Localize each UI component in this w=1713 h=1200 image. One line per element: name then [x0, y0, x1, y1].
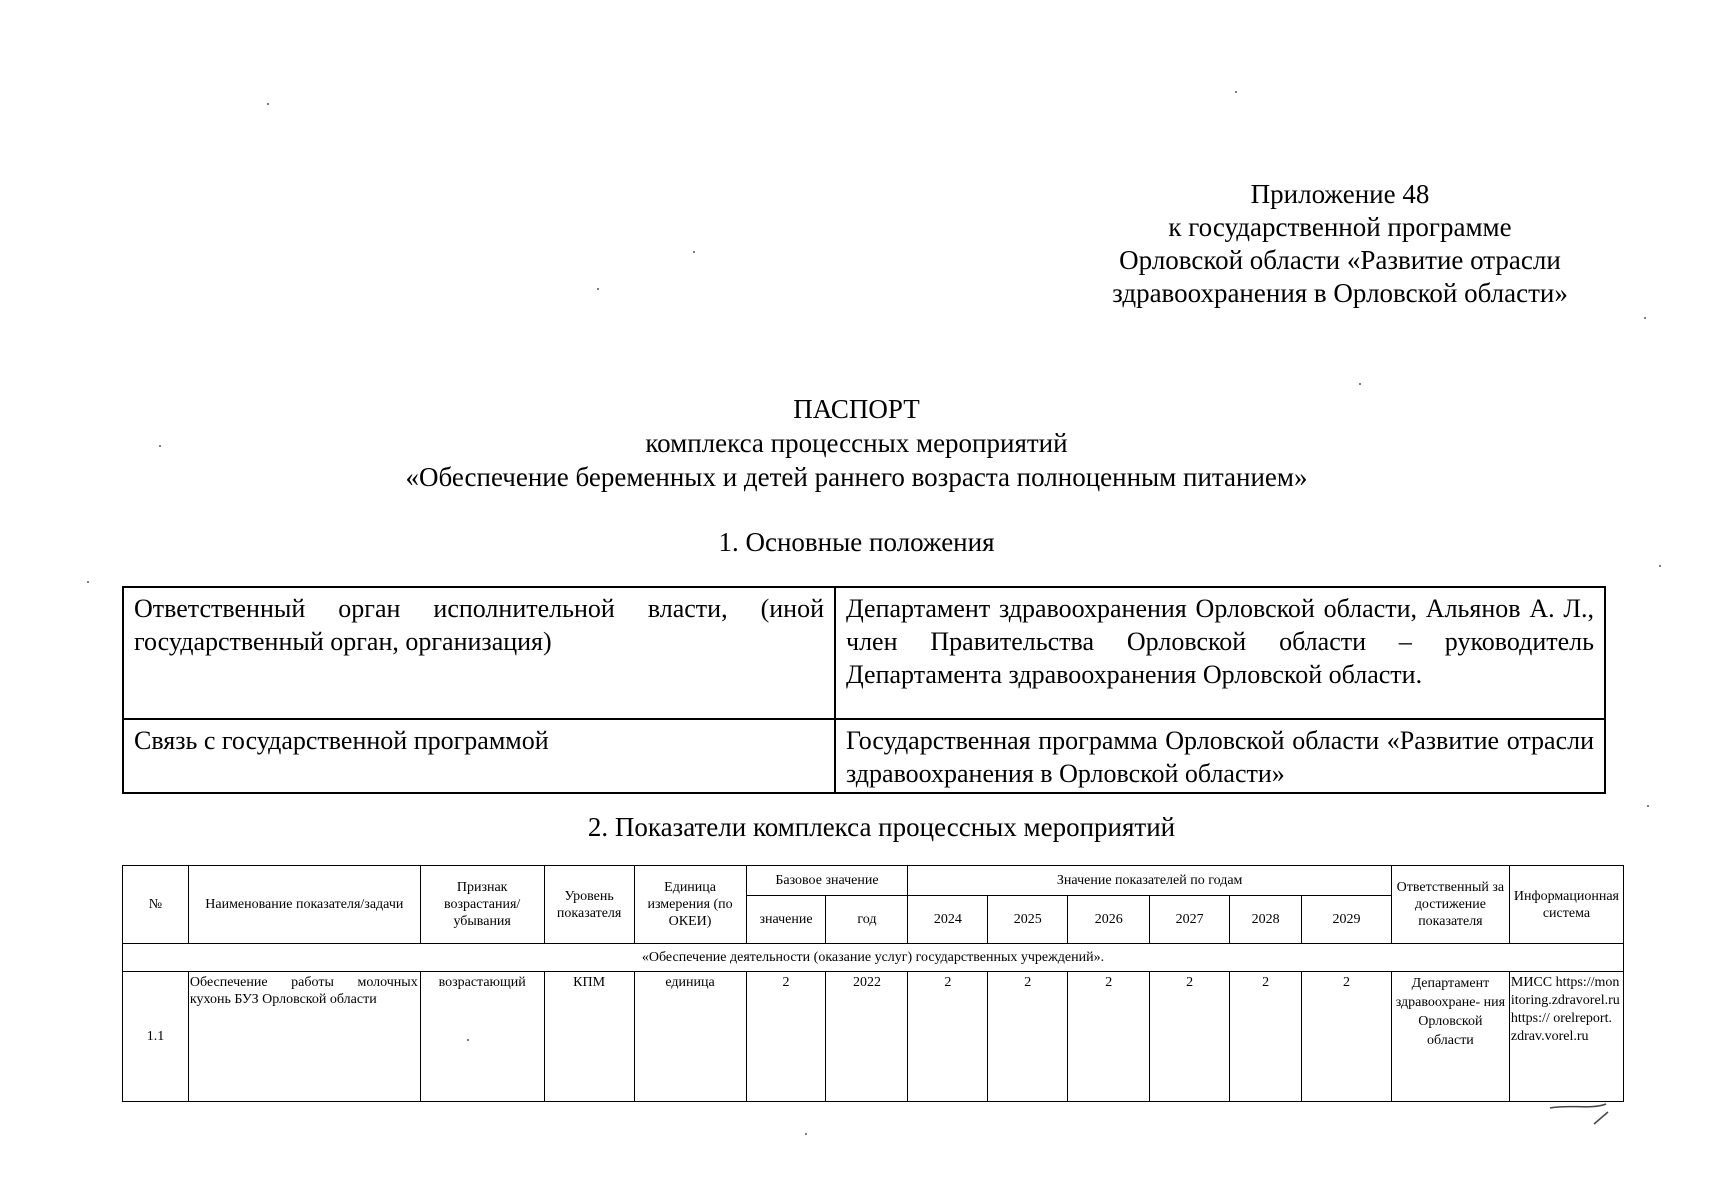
- cell-info-system: МИСС https://monitoring.zdravorel.ru https:// orelreport. zdrav.vorel.ru: [1509, 972, 1623, 1102]
- table-row: [123, 587, 1605, 719]
- cell-year-value: 2: [1302, 972, 1392, 1102]
- appendix-line: Орловской области «Развитие отрасли: [1119, 245, 1561, 275]
- title-name: «Обеспечение беременных и детей раннего возраста полноценным питанием»: [405, 462, 1308, 492]
- header-name: Наименование показателя/задачи: [188, 866, 420, 944]
- basic-provisions-table: [122, 586, 1606, 794]
- header-base-value: значение: [746, 896, 826, 944]
- header-years-group: Значение показателей по годам: [908, 866, 1392, 896]
- group-row: [123, 944, 1624, 972]
- header-year: 2026: [1068, 896, 1150, 944]
- table-row: [123, 972, 1624, 1102]
- cell-num: 1.1: [123, 972, 189, 1102]
- cell-year-value: 2: [988, 972, 1068, 1102]
- row-value: Департамент здравоохранения Орловской области, Альянов А. Л., член Правительства Орловской области – руководитель Департамента здравоохранения Орловской области.: [835, 587, 1605, 719]
- cell-year-value: 2: [1150, 972, 1230, 1102]
- header-unit: Единица измерения (по ОКЕИ): [634, 866, 746, 944]
- appendix-line: Приложение 48: [1250, 179, 1430, 209]
- row-value: Государственная программа Орловской области «Развитие отрасли здравоохранения в Орловской области»: [835, 719, 1605, 793]
- cell-responsible: Департамент здравоохране- ния Орловской области: [1391, 972, 1509, 1102]
- row-label: Связь с государственной программой: [123, 719, 835, 793]
- cell-year-value: 2: [1068, 972, 1150, 1102]
- table-header-row: [123, 866, 1624, 896]
- section1-heading: 1. Основные положения: [718, 527, 995, 557]
- cell-level: КПМ: [544, 972, 634, 1102]
- appendix-line: здравоохранения в Орловской области»: [1112, 278, 1568, 308]
- appendix-block: [1080, 178, 1600, 310]
- cell-year-value: 2: [1230, 972, 1302, 1102]
- header-responsible: Ответственный за достижение показателя: [1391, 866, 1509, 944]
- document-title: [0, 392, 1713, 494]
- cell-trend: возрастающий: [420, 972, 544, 1102]
- title-subtitle: комплекса процессных мероприятий: [645, 428, 1068, 458]
- appendix-line: к государственной программе: [1168, 212, 1512, 242]
- cell-year-value: 2: [908, 972, 988, 1102]
- group-title: «Обеспечение деятельности (оказание услуг) государственных учреждений».: [123, 944, 1624, 972]
- header-year: 2025: [988, 896, 1068, 944]
- cell-name: Обеспечение работы молочных кухонь БУЗ Орловской области: [188, 972, 420, 1102]
- header-year: 2028: [1230, 896, 1302, 944]
- table-row: [123, 719, 1605, 793]
- header-base: Базовое значение: [746, 866, 908, 896]
- cell-base-year: 2022: [826, 972, 908, 1102]
- header-level: Уровень показателя: [544, 866, 634, 944]
- cell-base-value: 2: [746, 972, 826, 1102]
- header-info-system: Информационная система: [1509, 866, 1623, 944]
- title-heading: ПАСПОРТ: [793, 394, 920, 424]
- cell-unit: единица: [634, 972, 746, 1102]
- section2-heading: 2. Показатели комплекса процессных мероприятий: [587, 812, 1176, 842]
- header-trend: Признак возрастания/ убывания: [420, 866, 544, 944]
- header-year: 2027: [1150, 896, 1230, 944]
- row-label: Ответственный орган исполнительной власти, (иной государственный орган, организация): [123, 587, 835, 719]
- header-num: №: [123, 866, 189, 944]
- header-year: 2029: [1302, 896, 1392, 944]
- header-base-year: год: [826, 896, 908, 944]
- header-year: 2024: [908, 896, 988, 944]
- indicators-table: [122, 865, 1624, 1102]
